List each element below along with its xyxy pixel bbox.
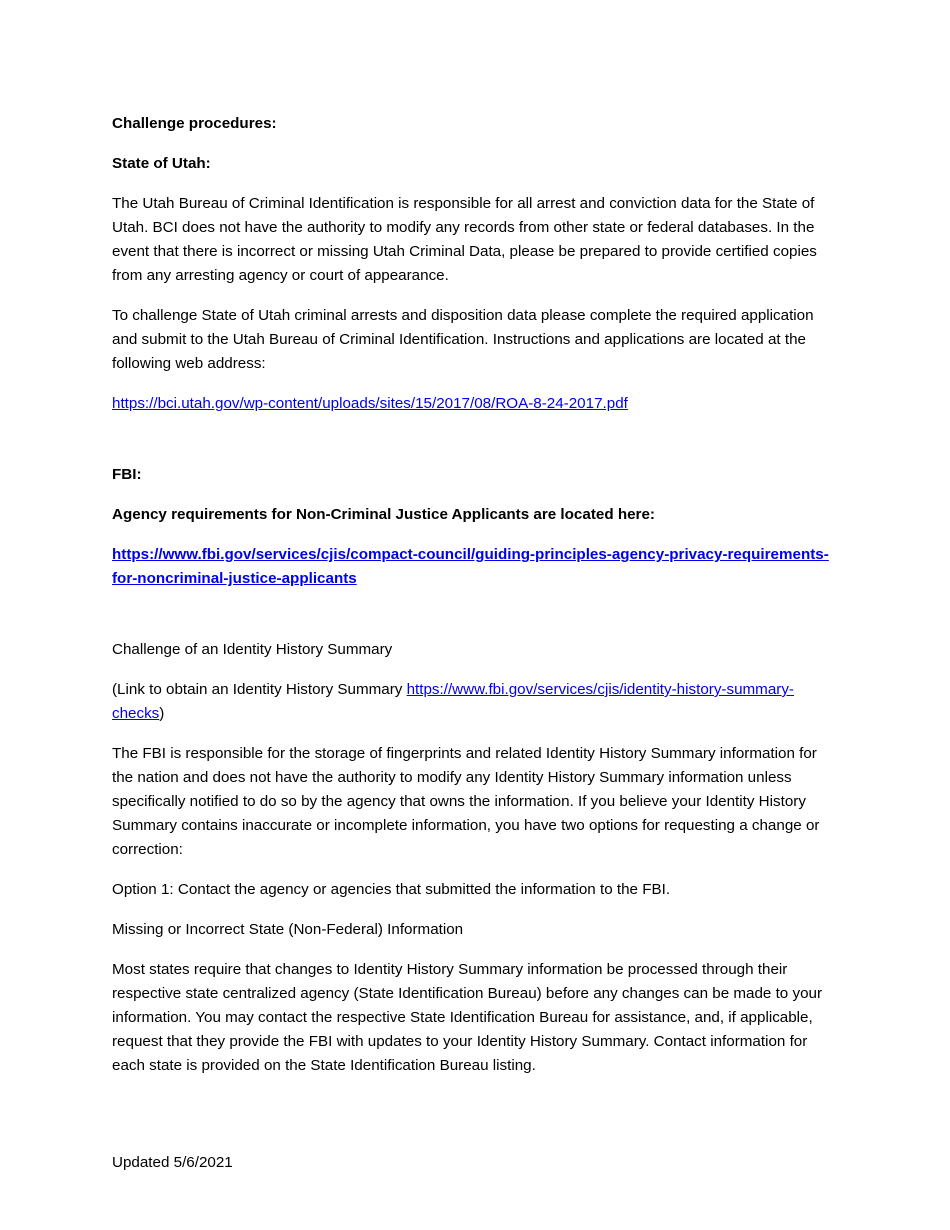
utah-paragraph-1: The Utah Bureau of Criminal Identification is responsible for all arrest and conviction data for the State of Utah. BCI does not have the authority to modify any records from other state or federal databases. In the event that there is incorrect or missing Utah Criminal Data, please be prepared to provide certified copies from any arresting agency or court of appearance. [112,195,817,284]
obtain-summary-prefix: (Link to obtain an Identity History Summary [112,681,407,698]
utah-heading: State of Utah: [112,155,211,172]
option-1-paragraph: Option 1: Contact the agency or agencies that submitted the information to the FBI. [112,881,671,898]
spacer [112,607,840,638]
utah-link-paragraph [112,392,840,416]
challenge-identity-history-title: Challenge of an Identity History Summary [112,641,393,658]
identity-history-summary-link[interactable]: https://www.fbi.gov/services/cjis/identity-history-summary-checks [112,681,794,722]
challenge-procedures-heading: Challenge procedures: [112,115,277,132]
states-paragraph: Most states require that changes to Identity History Summary information be processed through their respective state centralized agency (State Identification Bureau) before any changes can be made to your information. You may contact the respective State Identification Bureau for assistance, and, if applicable, request that they provide the FBI with updates to your Identity History Summary. Contact information for each state is provided on the State Identification Bureau listing. [112,961,823,1074]
updated-date: Updated 5/6/2021 [112,1154,233,1171]
agency-requirements-link-paragraph [112,543,840,591]
utah-roa-link[interactable]: https://bci.utah.gov/wp-content/uploads/sites/15/2017/08/ROA-8-24-2017.pdf [112,395,628,412]
obtain-summary-suffix: ) [159,705,165,722]
utah-paragraph-2: To challenge State of Utah criminal arrests and disposition data please complete the required application and submit to the Utah Bureau of Criminal Identification. Instructions and applications are located at the following web address: [112,307,814,372]
missing-state-info-heading: Missing or Incorrect State (Non-Federal) Information [112,921,464,938]
agency-requirements-heading: Agency requirements for Non-Criminal Justice Applicants are located here: [112,506,655,523]
agency-requirements-link[interactable]: https://www.fbi.gov/services/cjis/compact-council/guiding-principles-agency-privacy-requirements-for-noncriminal-justice-applicants [112,546,829,587]
obtain-summary-paragraph [112,678,840,726]
document-body [112,112,840,1094]
fbi-heading: FBI: [112,466,142,483]
fbi-responsibility-paragraph: The FBI is responsible for the storage of fingerprints and related Identity History Summary information for the nation and does not have the authority to modify any Identity History Summary information unless specifically notified to do so by the agency that owns the information. If you believe your Identity History Summary contains inaccurate or incomplete information, you have two options for requesting a change or correction: [112,745,820,858]
spacer [112,432,840,463]
